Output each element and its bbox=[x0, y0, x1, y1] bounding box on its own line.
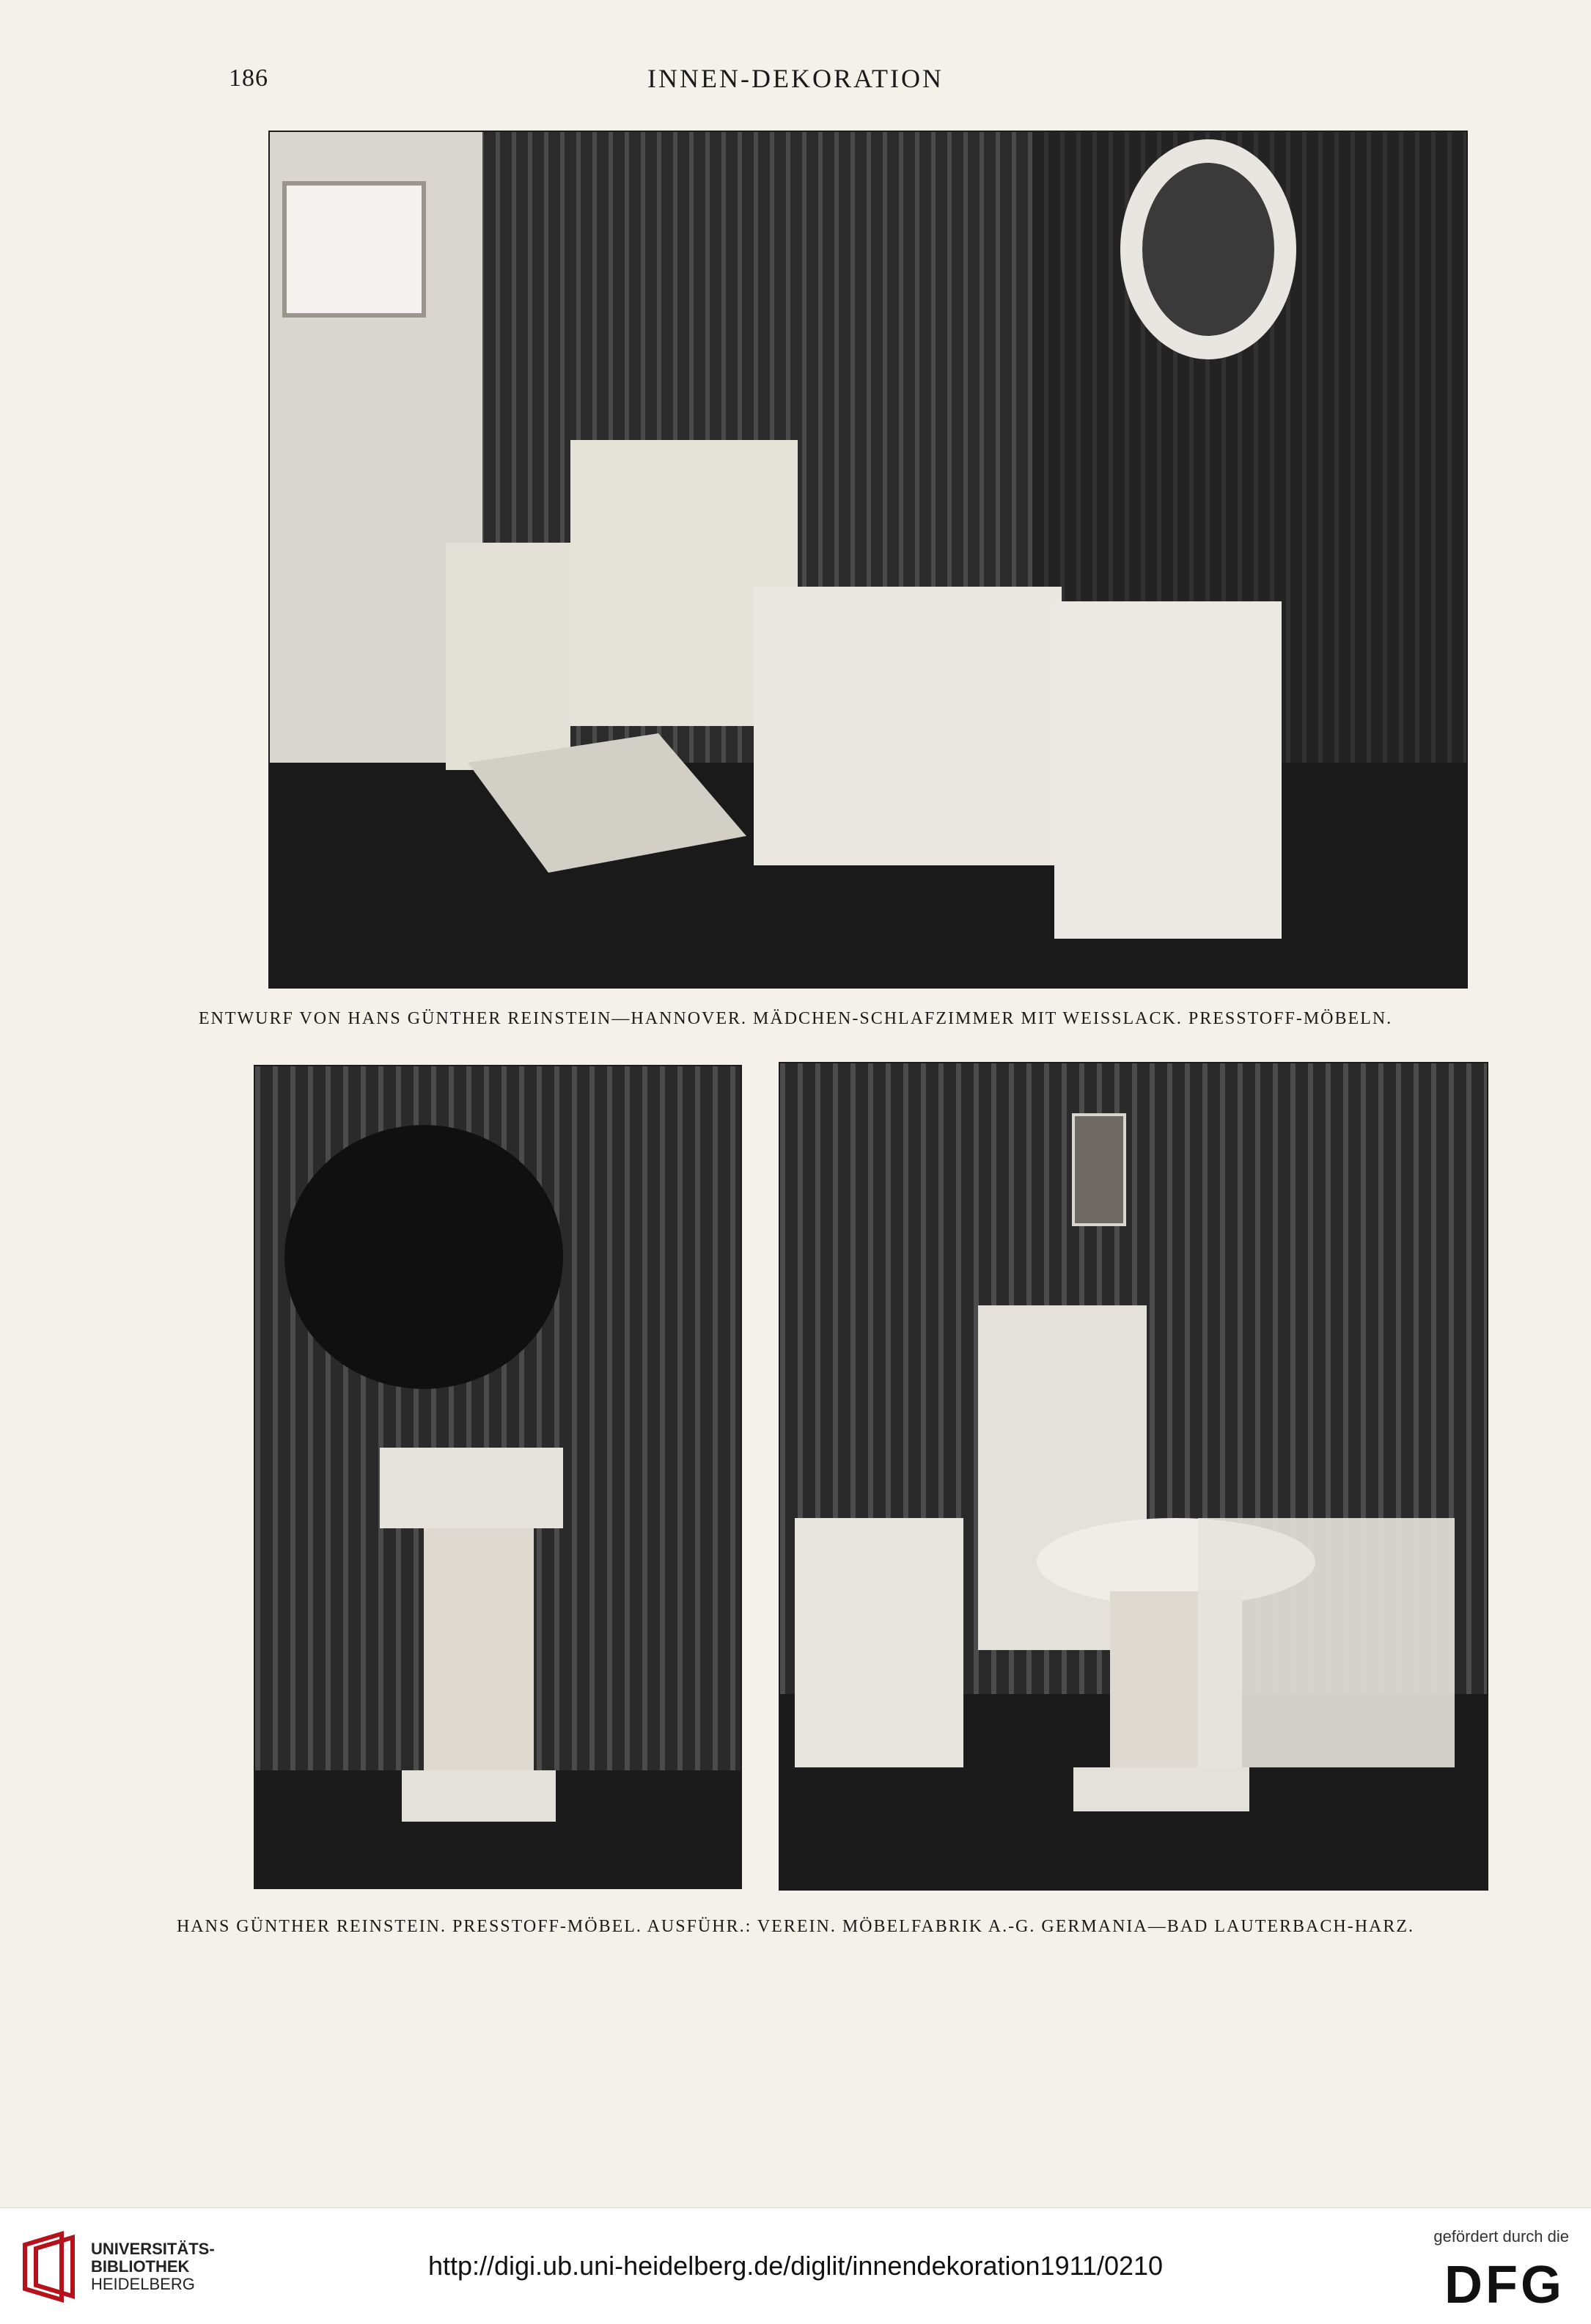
funding-label: gefördert durch die bbox=[1433, 2227, 1569, 2246]
running-head: INNEN-DEKORATION bbox=[647, 64, 944, 93]
plant-stand-photo bbox=[254, 1065, 742, 1889]
bedroom-photo bbox=[268, 131, 1468, 989]
library-name-line-3: HEIDELBERG bbox=[91, 2275, 195, 2293]
dfg-logo: DFG bbox=[1444, 2256, 1565, 2314]
footer-bar bbox=[0, 2207, 1591, 2324]
top-caption: ENTWURF VON HANS GÜNTHER REINSTEIN—HANNOVER. MÄDCHEN-SCHLAFZIMMER MIT WEISSLACK. PRESSTOFF-MÖBELN. bbox=[198, 1009, 1393, 1028]
library-name-line-1: UNIVERSITÄTS- bbox=[91, 2240, 215, 2258]
library-name-line-2: BIBLIOTHEK bbox=[91, 2257, 190, 2276]
page-number: 186 bbox=[229, 65, 268, 92]
seating-group-photo bbox=[779, 1062, 1488, 1891]
bottom-caption: HANS GÜNTHER REINSTEIN. PRESSTOFF-MÖBEL. AUSFÜHR.: VEREIN. MÖBELFABRIK A.-G. GERMANIA—BAD LAUTERBACH-HARZ. bbox=[176, 1917, 1415, 1936]
source-url-link[interactable]: http://digi.ub.uni-heidelberg.de/diglit/innendekoration1911/0210 bbox=[427, 2251, 1164, 2281]
